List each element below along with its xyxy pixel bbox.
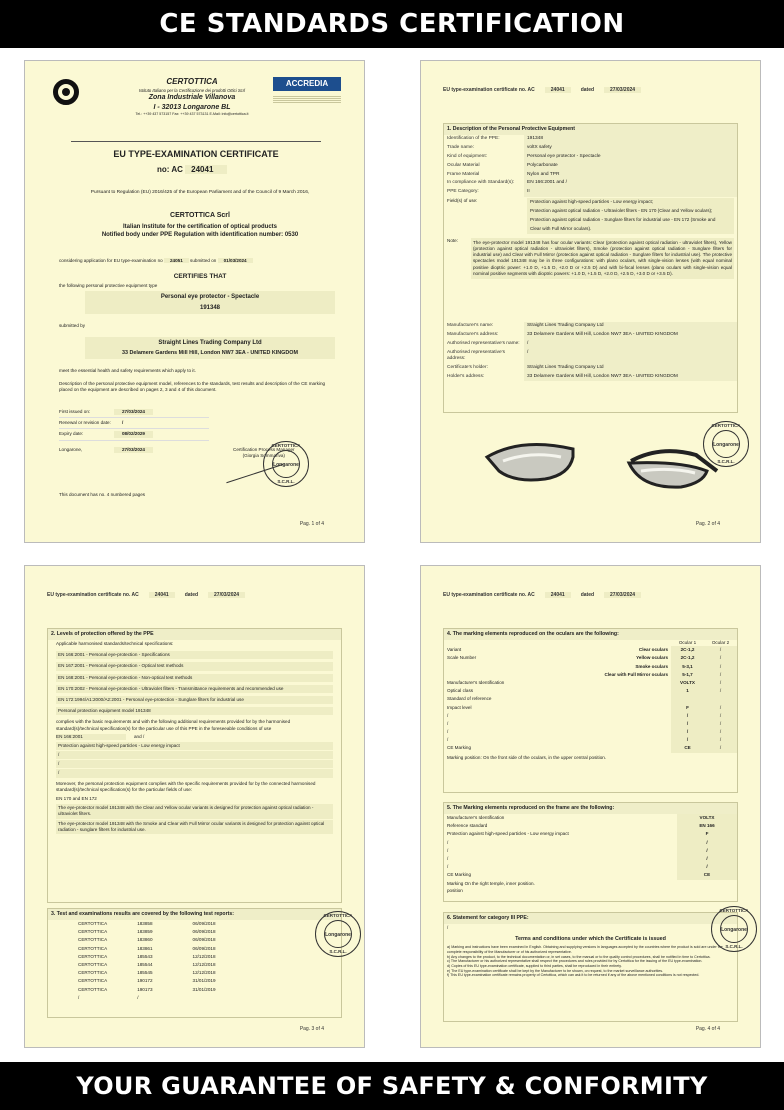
certificate-page-2 [420, 60, 761, 543]
official-stamp-icon: CERTOTTICA Longarone S.C.R.L. [703, 421, 749, 467]
ppe-detail-key: PPE Category: [447, 189, 479, 195]
product-name: Personal eye protector - Spectacle [85, 291, 335, 303]
standard-line: EN 166:2001 and / [56, 733, 145, 739]
report-date: 06/09/2018 [192, 921, 216, 927]
ocular-1-value: / [671, 720, 704, 728]
accredia-logo: ACCREDIA [273, 77, 341, 91]
ocular-mark-row [444, 695, 737, 703]
ppe-description-box [443, 123, 738, 413]
standard-item: EN 170:2002 - Personal eye-protection - Ultraviolet filters - Transmittance requirements and recommended use [56, 685, 333, 693]
fields-of-use: Field(s) of use: Protection against high-speed particles - Low energy impact; Protection against optical radiation - Ultraviolet filters - EN 170 (Clear and Yellow oculars); Protection against optical radiation - Sunglare filters for industrial use - EN 172 (Smoke and Clear with Full Mirror oculars). [444, 197, 737, 235]
ocular-mark-row [444, 736, 737, 744]
ppe-detail-value: voltX safety [524, 144, 737, 153]
mark-label: / [447, 720, 449, 726]
report-date: 12/12/2018 [192, 961, 216, 967]
ocular-mark-row [444, 704, 737, 712]
ocular-1-value: F [671, 704, 704, 712]
test-report-row [78, 953, 216, 961]
report-date: 12/12/2018 [192, 953, 216, 959]
section-4-title: 4. The marking elements reproduced on the oculars are the following: [444, 629, 737, 640]
report-number: 183860 [137, 937, 153, 943]
page-number: Pag. 1 of 4 [299, 521, 324, 528]
product-model: 191348 [85, 302, 335, 314]
description-text: Description of the personal protective equipment model, references to the standards, test results and description of the CE marking placed on the equipment are described on pages 2, 3 and 4 of this document. [59, 381, 326, 393]
frame-mark-row [444, 871, 737, 879]
ocular-variant-row [444, 663, 737, 671]
company-name: Straight Lines Trading Company Ltd [85, 337, 335, 349]
manufacturer-table [444, 322, 737, 382]
test-report-row [78, 986, 216, 994]
frame-mark-value: / [677, 839, 737, 847]
variant-name: Variant Clear oculars [447, 647, 669, 653]
test-report-row [78, 928, 216, 936]
test-report-row [78, 961, 216, 969]
ocular-mark-row [444, 687, 737, 695]
manufacturer-detail-value: / [524, 340, 737, 349]
ocular-2-value: / [704, 679, 737, 687]
ppe-detail-key: Kind of equipment: [447, 153, 488, 159]
manufacturer-detail-key: Holder's address: [447, 373, 485, 379]
ocular-variant-row [444, 654, 737, 662]
manufacturer-detail-value: Straight Lines Trading Company Ltd [524, 322, 737, 331]
test-reports-box [47, 908, 342, 1018]
ocular-mark-row [444, 720, 737, 728]
ocular-1-value: CE [671, 744, 704, 752]
term-item: c) The Manufacturer or his authorized representative shall respect the procedures and rules provided for by Certottica for the issuing of the EU type-examination. [447, 959, 703, 964]
frame-mark-row [444, 814, 737, 822]
test-report-row [78, 994, 216, 1002]
ocular-1-value: 5-3,1 [671, 663, 704, 671]
frame-marking-table [444, 814, 737, 880]
official-stamp-icon: CERTOTTICA Longarone S.C.R.L. [315, 911, 361, 957]
ocular-1-value [671, 695, 704, 703]
term-item: f) This EU type-examination certificate remains property of Certottica, which can ask it to be returned if any of the above mentioned conditions is not respected. [447, 973, 700, 978]
manufacturer-detail-row [444, 322, 737, 331]
ocular-1-value: / [671, 736, 704, 744]
report-date: 06/09/2018 [192, 929, 216, 935]
certificate-page-4 [420, 565, 761, 1048]
moreover-text: Moreover, the personal protection equipment complies with the specific requirements provided for by the connected harmonised standard(s)/technical specification(s) for the particular fields of use: [56, 780, 316, 792]
manufacturer-detail-row [444, 331, 737, 340]
report-lab: CERTOTTICA [78, 921, 108, 927]
ocular-2-value: / [704, 646, 737, 654]
mark-label: Standard of reference [447, 696, 492, 702]
ocular-variant-row [444, 671, 737, 679]
report-number: 185543 [137, 953, 153, 959]
frame-mark-value: VOLTX [677, 814, 737, 822]
ppe-detail-value: Polycarbonate [524, 162, 737, 171]
variant-name: Scale Number Yellow oculars [447, 655, 669, 661]
ppe-detail-key: Identification of the PPE: [447, 136, 500, 142]
applicable-label: Applicable harmonised standards/technical specifications: [56, 641, 174, 647]
ocular-2-value: / [704, 663, 737, 671]
ocular-1-value: 2C-1,2 [671, 654, 704, 662]
ppe-detail-value: II [524, 188, 737, 197]
report-lab: / [78, 994, 80, 1000]
ppe-detail-row [444, 170, 737, 179]
ppe-detail-row [444, 179, 737, 188]
report-date: 06/09/2018 [192, 945, 216, 951]
notified-body-desc-1: Italian Institute for the certification of optical products [122, 224, 277, 230]
note-block: Note: The eye-protector model 191348 has four ocular variants: Clear (protection against optical radiation - ultraviolet filters), Yellow (protection against optical radiation - ultraviolet filters), Smoke (protection against optical radiation - Sunglare filters for industrial use) and Clear with Full Mirror (protection against optical radiation - Sunglare filters for industrial use). The protective spectacles model 191348 may be in three configurations: with plano oculars, with single-vision lenses (with equal nominal positive dioptric power: +1.0 D, +1.5 D, +2.0 D or +2.5 D) and with bi-focal lenses (plano oculars with single-vision equal nominal positive segments with dioptric powers: +1.0 D, +1.5 D, +2.0 D, +2.5 D, +3.0 D or +3.5 D). [444, 235, 737, 282]
org-contact: Tel.: ++39 437 573157 Fax: ++39 437 573131 E-Mail: info@certottica.it [135, 112, 249, 117]
submitted-by-label: submitted by [59, 323, 86, 328]
frame-mark-label: Reference standard [447, 823, 488, 829]
ppe-detail-value: 191348 [524, 135, 737, 144]
frame-mark-value: / [677, 847, 737, 855]
ppe-detail-row [444, 162, 737, 171]
ocular-2-header: Ocular 2 [711, 640, 730, 646]
field-of-use-item: Protection against high-speed particles - Low energy impact; [527, 198, 734, 207]
ocular-2-value: / [704, 728, 737, 736]
frame-mark-row [444, 830, 737, 838]
ppe-details-table [444, 135, 737, 197]
report-date: 12/12/2018 [192, 970, 216, 976]
ocular-2-value: / [704, 712, 737, 720]
ocular-1-value: 2C-1,2 [671, 646, 704, 654]
accredia-fineprint [273, 95, 341, 104]
ocular-variant-row [444, 646, 737, 654]
ocular-2-value: / [704, 744, 737, 752]
ocular-1-header: Ocular 1 [678, 640, 697, 646]
certificate-page-3 [24, 565, 365, 1048]
manufacturer-detail-value: 33 Delamere Gardens Mill Hill, London NW7 3EA - UNITED KINGDOM [524, 373, 737, 382]
frame-mark-label: / [447, 839, 449, 845]
frame-mark-value: / [677, 855, 737, 863]
company-address: 33 Delamere Gardens Mill Hill, London NW7 3EA - UNITED KINGDOM [85, 348, 335, 359]
certifies-heading: CERTIFIES THAT [173, 273, 227, 280]
page-number: Pag. 2 of 4 [695, 521, 720, 528]
variants-2: The eye-protector model 191348 with the Smoke and Clear with Full Mirror ocular variants is designed for protection against optical radiation - sunglare filters for industrial use. [56, 820, 333, 834]
ocular-mark-row [444, 728, 737, 736]
ocular-2-value: / [704, 671, 737, 679]
report-number: 183859 [137, 929, 153, 935]
ppe-detail-value: Personal eye protector - Spectacle [524, 153, 737, 162]
following-text: the following personal protective equipment type [59, 283, 158, 288]
report-lab: CERTOTTICA [78, 953, 108, 959]
ocular-1-value: 1 [671, 687, 704, 695]
page-number: Pag. 3 of 4 [299, 1026, 324, 1033]
statement-box: 6. Statement for category III PPE: / Terms and conditions under which the Certificate is issued a) Marking and instructions have been examined in English. Obtaining and supplying versions in languages accepted by the countries where the product is sold are under the complete responsibility of the Manufacturer or of his authorized representative. b) Any changes to the product, to the technical documentation or, in set cases, to the manual or to the quality control procedures, shall be notified in time to Certottica. c) The Manufacturer or his authorized representative shall respect the procedures and rules provided for by Certottica for the issuing of the EU type-examination. d) Copies of this EU type-examination certificate, supplied to third parties, shall be reproduced in their entirety. e) The EU type-examination certificate shall be kept by the Manufacturer to be shown, on request, to the market surveillance authorities. f) This EU type-examination certificate remains property of Certottica, which can ask it to be returned if any of the above mentioned conditions is not respected. [443, 912, 738, 1022]
manufacturer-detail-key: Manufacturer's name: [447, 323, 494, 329]
ocular-2-value: / [704, 654, 737, 662]
top-banner: CE STANDARDS CERTIFICATION [0, 0, 784, 48]
manufacturer-detail-key: Authorised representative's name: [447, 340, 520, 346]
test-report-row [78, 920, 216, 928]
en170-text: EN 170 and EN 172 [56, 796, 97, 802]
field-of-use-item: Protection against optical radiation - Ultraviolet filters - EN 170 (Clear and Yellow oculars); [527, 207, 734, 216]
variant-name: Smoke oculars [635, 663, 669, 669]
mark-label: Optical class [447, 688, 474, 694]
report-number: 185544 [137, 961, 153, 967]
ocular-mark-row [444, 712, 737, 720]
ocular-2-value: / [704, 687, 737, 695]
field-of-use-item: Protection against optical radiation - Sunglare filters for industrial use - EN 172 (Smoke and [527, 216, 734, 225]
standard-item: EN 166:2001 - Personal eye-protection - Specifications [56, 651, 333, 659]
ppe-detail-value: Nylon and TPR [524, 170, 737, 179]
ocular-1-value: / [671, 712, 704, 720]
mark-label: CE Marking [447, 745, 471, 751]
ocular-1-value: 5-1,7 [671, 671, 704, 679]
report-number: 190172 [137, 978, 153, 984]
test-reports-table [78, 920, 216, 1002]
ocular-mark-row [444, 744, 737, 752]
test-report-row [78, 969, 216, 977]
report-number: / [137, 994, 139, 1000]
protection-text: Protection against high-speed particles - Low energy impact [56, 742, 333, 750]
report-lab: CERTOTTICA [78, 978, 108, 984]
test-report-row [78, 945, 216, 953]
frame-mark-label: / [447, 864, 449, 870]
ocular-mark-row [444, 679, 737, 687]
report-lab: CERTOTTICA [78, 945, 108, 951]
ocular-2-value: / [704, 704, 737, 712]
manufacturer-detail-row [444, 364, 737, 373]
mark-label: / [447, 712, 449, 718]
field-of-use-item: Clear with Full Mirror oculars). [527, 225, 734, 234]
report-number: 183858 [137, 921, 153, 927]
frame-mark-label: / [447, 847, 449, 853]
report-date: 31/01/2019 [192, 986, 216, 992]
frame-mark-label: Protection against high-speed particles - Low energy impact [447, 831, 569, 837]
frame-mark-row [444, 822, 737, 830]
report-number: 185545 [137, 970, 153, 976]
report-lab: CERTOTTICA [78, 929, 108, 935]
term-item: a) Marking and instructions have been examined in English. Obtaining and supplying versions in languages accepted by the countries where the product is sold are under the complete responsibility of the Manufacturer or of his authorized representative. [447, 945, 723, 954]
org-address-2: I - 32013 Longarone BL [153, 103, 231, 111]
meets-text: meet the essential health and safety requirements which apply to it. [59, 368, 196, 373]
dates-block: First issued on: 27/03/2024 Renewal or revision date: / Expiry date: 08/02/2029 Longarone, 27/03/2024 [59, 407, 209, 455]
frame-mark-value: CE [677, 871, 737, 879]
application-line: considering application for EU type-examination no 24051 submitted on 01/03/2024 [59, 258, 349, 264]
term-item: d) Copies of this EU type-examination certificate, supplied to third parties, shall be reproduced in their entirety. [447, 963, 622, 968]
official-stamp-icon: CERTOTTICA Longarone S.C.R.L. [263, 441, 309, 487]
page-header: EU type-examination certificate no. AC 24041 dated 27/03/2024 [47, 592, 255, 599]
term-item: e) The EU type-examination certificate shall be kept by the Manufacturer to be shown, on request, to the market surveillance authorities. [447, 968, 664, 973]
signature-title: Certification Process Manager (Giorgia Sommariva) [233, 447, 295, 459]
certottica-logo-icon [53, 79, 79, 105]
model-label: Personal protection equipment model 191348 [56, 707, 333, 715]
variants-1: The eye-protector model 191348 with the Clear and Yellow ocular variants is designed for protection against optical radiation - ultraviolet filters. [56, 804, 333, 818]
page-header: EU type-examination certificate no. AC 24041 dated 27/03/2024 [443, 87, 651, 94]
report-number: 183861 [137, 945, 153, 951]
manufacturer-detail-value: Straight Lines Trading Company Ltd [524, 364, 737, 373]
ocular-marking-box [443, 628, 738, 793]
standard-item: EN 172:1994/A1:2000/A2:2001 - Personal eye-protection - Sunglare filters for industrial use [56, 696, 333, 704]
standards-list [48, 651, 341, 704]
frame-mark-row [444, 839, 737, 847]
section-2-title: 2. Levels of protection offered by the PPE [48, 629, 341, 640]
ppe-detail-key: Ocular Material [447, 162, 480, 168]
frame-mark-row [444, 863, 737, 871]
manufacturer-detail-key: Authorised representative's address: [447, 349, 505, 362]
notified-body-name: CERTOTTICA Scrl [170, 212, 230, 219]
report-lab: CERTOTTICA [78, 970, 108, 976]
frame-mark-value: EN 166 [677, 822, 737, 830]
complies-text: complies with the basic requirements and with the following additional requirements provided for by the harmonised standard(s)/technical specification(s) for the particular use of this PPE in the foreseeable conditions of use [56, 719, 291, 731]
ocular-marking-table [444, 640, 737, 753]
terms-title: Terms and conditions under which the Certificate is issued [515, 935, 666, 942]
footer-note: This document has no. 4 numbered pages [59, 492, 146, 497]
ppe-detail-value: EN 166:2001 and / [524, 179, 737, 188]
mark-label: Impact level [447, 704, 472, 710]
org-address-1: Zona Industriale Villanova [148, 94, 236, 102]
report-date: 31/01/2019 [192, 978, 216, 984]
manufacturer-detail-key: Manufacturer's address: [447, 331, 499, 337]
certificate-title: EU TYPE-EXAMINATION CERTIFICATE [71, 141, 321, 160]
page-number: Pag. 4 of 4 [695, 1026, 720, 1033]
frame-mark-value: F [677, 830, 737, 838]
manufacturer-detail-value: / [524, 348, 737, 363]
frame-marking-box: 5. The Marking elements reproduced on the frame are the following: Manufacturer's Identification VOLTX Reference standard EN 166 Protection against high-speed particles - Low energy impact F / / / / / / / / CE Marking CE Marking On the right temple, inner position. position [443, 802, 738, 902]
ocular-2-value: / [704, 720, 737, 728]
manufacturer-detail-value: 33 Delamere Gardens Mill Hill, London NW7 3EA - UNITED KINGDOM [524, 331, 737, 340]
frame-mark-label: / [447, 855, 449, 861]
ppe-detail-key: Frame Material [447, 171, 480, 177]
report-date: 06/09/2018 [192, 937, 216, 943]
frame-mark-label: Manufacturer's Identification [447, 815, 505, 821]
frame-mark-row [444, 847, 737, 855]
section-5-title: 5. The Marking elements reproduced on the frame are the following: [444, 803, 737, 814]
report-date [193, 994, 216, 1002]
standard-item: EN 167:2001 - Personal eye-protection - Optical test methods [56, 662, 333, 670]
ppe-detail-row [444, 153, 737, 162]
standard-item: EN 168:2001 - Personal eye-protection - Non-optical test methods [56, 674, 333, 682]
report-lab: CERTOTTICA [78, 986, 108, 992]
mark-label: / [447, 737, 449, 743]
frame-mark-row [444, 855, 737, 863]
certificate-number: no: AC 24041 [157, 165, 227, 176]
manufacturer-detail-row [444, 348, 737, 363]
official-stamp-icon: CERTOTTICA Longarone S.C.R.L. [711, 906, 757, 952]
org-sub: Istituto Italiano per la Certificazione dei prodotti Ottici Scrl [138, 87, 246, 93]
ppe-detail-key: In compliance with Standard(s): [447, 180, 515, 186]
ocular-marking-position: Marking position: On the front side of the oculars, in the upper central position. [447, 754, 607, 760]
notified-body-desc-2: Notified body under PPE Regulation with identification number: 0530 [101, 232, 299, 238]
terms-list [444, 945, 737, 978]
ppe-detail-key: Trade name: [447, 145, 475, 151]
section-6-title: 6. Statement for category III PPE: [444, 913, 737, 924]
section-3-title: 3. Test and examinations results are covered by the following test reports: [48, 909, 341, 920]
frame-mark-label: CE Marking [447, 872, 471, 878]
variant-name: Clear with Full Mirror oculars [604, 671, 669, 677]
section-1-title: 1. Description of the Personal Protective Equipment [444, 124, 737, 135]
report-lab: CERTOTTICA [78, 961, 108, 967]
org-name: CERTOTTICA [166, 77, 218, 86]
ppe-detail-row [444, 188, 737, 197]
mark-label: Manufacturer's Identification [447, 679, 505, 685]
frame-mark-value: / [677, 863, 737, 871]
org-header [117, 77, 267, 117]
manufacturer-detail-key: Certificate's holder: [447, 364, 488, 370]
ppe-detail-row [444, 135, 737, 144]
mark-label: / [447, 729, 449, 735]
safety-glasses-image [481, 431, 721, 501]
ocular-2-value [704, 695, 737, 703]
ocular-2-value: / [704, 736, 737, 744]
report-number: 190173 [137, 986, 153, 992]
page-header: EU type-examination certificate no. AC 24041 dated 27/03/2024 [443, 592, 651, 599]
test-report-row [78, 936, 216, 944]
protection-levels-box: 2. Levels of protection offered by the PPE Applicable harmonised standards/technical specifications: EN 166:2001 - Personal eye-protection - Specifications EN 167:2001 - Personal eye-protection - Optical test methods EN 168:2001 - Personal eye-protection - Non-optical test methods EN 170:2002 - Personal eye-protection - Ultraviolet filters - Transmittance requirements and recommended use EN 172:1994/A1:2000/A2:2001 - Personal eye-protection - Sunglare filters for industrial use Personal protection equipment model 191348 complies with the basic requirements and with the following additional requirements provided for by the harmonised standard(s)/technical specification(s) for the particular use of this PPE in the foreseeable conditions of use EN 166:2001 and / Protection against high-speed particles - Low energy impact / / / Moreover, the personal protection equipment complies with the specific requirements provided for by the connected harmonised standard(s)/technical specification(s) for the particular fields of use: EN 170 and EN 172 The eye-protector model 191348 with the Clear and Yellow ocular variants is designed for protection against optical radiation - ultraviolet filters. The eye-protector model 191348 with the Smoke and Clear with Full Mirror ocular variants is designed for protection against optical radiation - sunglare filters for industrial use. [47, 628, 342, 903]
bottom-banner: YOUR GUARANTEE OF SAFETY & CONFORMITY [0, 1062, 784, 1110]
manufacturer-detail-row [444, 373, 737, 382]
test-report-row [78, 977, 216, 985]
ppe-detail-row [444, 144, 737, 153]
term-item: b) Any changes to the product, to the technical documentation or, in set cases, to the manual or to the quality control procedures, shall be notified in time to Certottica. [447, 954, 711, 959]
report-lab: CERTOTTICA [78, 937, 108, 943]
pursuant-text: Pursuant to Regulation (EU) 2016/425 of the European Parliament and of the Council of 9 March 2016, [90, 190, 310, 195]
ocular-1-value: VOLTX [671, 679, 704, 687]
ocular-1-value: / [671, 728, 704, 736]
manufacturer-detail-row [444, 340, 737, 349]
certificate-page-1 [24, 60, 365, 543]
frame-marking-position: Marking On the right temple, inner position. [447, 880, 535, 886]
